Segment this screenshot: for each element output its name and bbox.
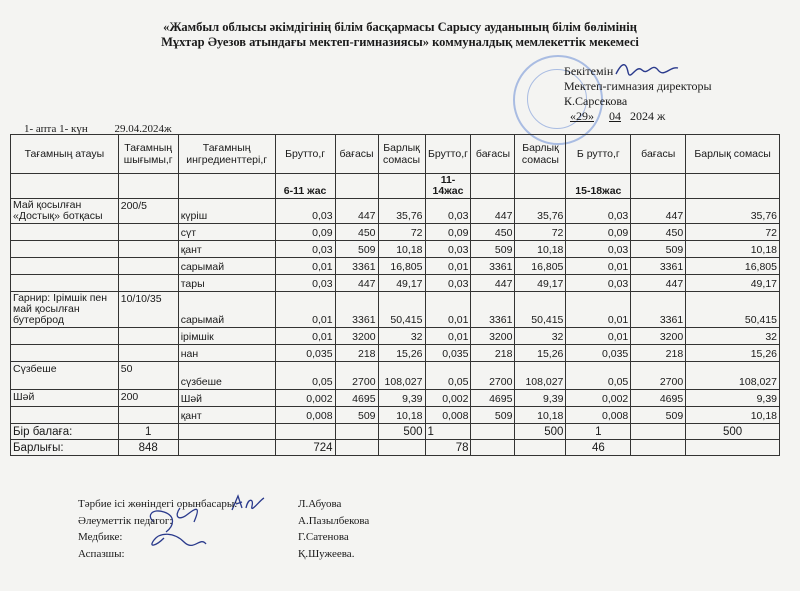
table-row — [11, 292, 780, 328]
table-row — [11, 199, 780, 224]
signature-row — [78, 546, 369, 563]
table-cell: күріш — [178, 199, 275, 224]
table-cell: 10,18 — [515, 407, 566, 424]
per-child-sum-1: 500 — [378, 424, 425, 440]
table-cell — [118, 241, 178, 258]
total-row — [11, 440, 780, 456]
table-cell: сүзбеше — [178, 362, 275, 390]
table-cell — [11, 345, 119, 362]
table-cell: 0,03 — [275, 241, 335, 258]
table-cell: 49,17 — [515, 275, 566, 292]
table-cell: 0,03 — [566, 199, 631, 224]
table-cell: 509 — [631, 241, 686, 258]
signature-role: Әлеуметтік педагог: — [78, 514, 173, 527]
signature-name: Г.Сатенова — [298, 531, 349, 543]
table-cell: сарымай — [178, 258, 275, 275]
total-label: Барлығы: — [11, 440, 119, 456]
table-cell: 15,26 — [686, 345, 780, 362]
table-cell: 16,805 — [378, 258, 425, 275]
table-cell: 9,39 — [515, 390, 566, 407]
table-cell — [118, 407, 178, 424]
menu-rows — [11, 199, 780, 424]
table-cell: 447 — [471, 199, 515, 224]
total-value-3: 78 — [425, 440, 471, 456]
table-cell: 0,01 — [425, 292, 471, 328]
table-cell: 15,26 — [378, 345, 425, 362]
table-cell: 50,415 — [686, 292, 780, 328]
table-cell: сарымай — [178, 292, 275, 328]
table-row — [11, 407, 780, 424]
signature-row — [78, 529, 369, 546]
table-cell: 447 — [631, 199, 686, 224]
table-cell: 450 — [335, 224, 378, 241]
table-cell: 32 — [515, 328, 566, 345]
table-cell: 218 — [335, 345, 378, 362]
table-cell: 509 — [631, 407, 686, 424]
table-cell: 49,17 — [378, 275, 425, 292]
table-cell: 4695 — [335, 390, 378, 407]
table-cell: 450 — [471, 224, 515, 241]
signature-role: Тәрбие ісі жөніндегі орынбасары: — [78, 498, 238, 510]
header-line-1: «Жамбыл облысы әкімдігінің білім басқармасы Сарысу ауданының білім бөлімінің — [163, 20, 637, 34]
table-cell — [118, 258, 178, 275]
table-cell: 0,05 — [566, 362, 631, 390]
approve-year: 2024 ж — [630, 109, 666, 123]
table-cell: 10,18 — [515, 241, 566, 258]
table-cell: 0,09 — [275, 224, 335, 241]
table-cell: 10,18 — [686, 241, 780, 258]
approve-day: «29» — [570, 109, 594, 123]
table-row — [11, 390, 780, 407]
table-row — [11, 241, 780, 258]
table-cell — [11, 275, 119, 292]
table-cell: 0,01 — [425, 258, 471, 275]
table-cell: 50,415 — [515, 292, 566, 328]
table-cell: 0,09 — [425, 224, 471, 241]
signature-name: А.Пазылбекова — [298, 514, 370, 527]
table-cell: 0,002 — [275, 390, 335, 407]
approval-block — [564, 64, 712, 124]
signature-name: Л.Абуова — [298, 498, 342, 510]
col-header: Тағамның ингредиенттері,г — [178, 135, 275, 174]
signature-role: Аспазшы: — [78, 547, 125, 560]
col-header: Б рутто,г — [566, 135, 631, 174]
table-cell: 0,035 — [275, 345, 335, 362]
table-cell: 3361 — [471, 258, 515, 275]
header — [0, 20, 800, 50]
table-cell: 0,03 — [425, 241, 471, 258]
table-cell: 10,18 — [378, 407, 425, 424]
signature-name: Қ.Шужеева. — [298, 547, 355, 560]
total-value-1: 848 — [118, 440, 178, 456]
per-child-count-3: 1 — [566, 424, 631, 440]
table-cell — [11, 407, 119, 424]
table-cell: қант — [178, 407, 275, 424]
table-cell: тары — [178, 275, 275, 292]
table-cell: 0,01 — [275, 292, 335, 328]
table-row — [11, 275, 780, 292]
table-cell: сүт — [178, 224, 275, 241]
table-cell: 3361 — [471, 292, 515, 328]
table-cell: 0,03 — [425, 199, 471, 224]
col-header: Тағамның шығымы,г — [118, 135, 178, 174]
table-cell: 2700 — [471, 362, 515, 390]
table-cell: 10,18 — [686, 407, 780, 424]
table-cell: 0,01 — [425, 328, 471, 345]
col-header: Барлық сомасы — [378, 135, 425, 174]
table-row — [11, 345, 780, 362]
table-cell: 15,26 — [515, 345, 566, 362]
signatures — [78, 496, 369, 562]
table-cell: қант — [178, 241, 275, 258]
per-child-row — [11, 424, 780, 440]
table-cell: 509 — [471, 241, 515, 258]
table-cell: 35,76 — [515, 199, 566, 224]
col-header: Барлық сомасы — [686, 135, 780, 174]
age-group-row — [11, 174, 780, 199]
table-cell: 2700 — [631, 362, 686, 390]
table-cell: 3200 — [471, 328, 515, 345]
per-child-sum-2: 500 — [515, 424, 566, 440]
col-header: Брутто,г — [425, 135, 471, 174]
age-group-1: 6-11 жас — [275, 174, 335, 199]
header-line-2: Мұхтар Әуезов атындағы мектеп-гимназиясы» коммуналдық мемлекеттік мекемесі — [161, 35, 639, 49]
table-cell — [11, 241, 119, 258]
age-group-3: 15-18жас — [566, 174, 631, 199]
table-cell: 200/5 — [118, 199, 178, 224]
table-cell: 9,39 — [378, 390, 425, 407]
table-cell: 49,17 — [686, 275, 780, 292]
table-cell — [118, 345, 178, 362]
table-cell: 0,01 — [566, 258, 631, 275]
table-row — [11, 258, 780, 275]
per-child-label: Бір балаға: — [11, 424, 119, 440]
table-cell: 0,008 — [566, 407, 631, 424]
per-child-sum-3: 500 — [686, 424, 780, 440]
table-cell: 0,01 — [566, 328, 631, 345]
approve-date — [564, 109, 712, 124]
table-row — [11, 328, 780, 345]
table-cell: 0,01 — [566, 292, 631, 328]
table-cell: 509 — [335, 241, 378, 258]
table-cell: 3200 — [335, 328, 378, 345]
table-cell: Шәй — [11, 390, 119, 407]
table-cell — [11, 224, 119, 241]
table-cell: 218 — [471, 345, 515, 362]
table-cell: 509 — [335, 407, 378, 424]
table-cell: 16,805 — [515, 258, 566, 275]
table-cell: 447 — [471, 275, 515, 292]
age-group-2: 11-14жас — [425, 174, 471, 199]
table-cell: 3200 — [631, 328, 686, 345]
table-cell: Гарнир: Ірімшік пен май қосылған бутерброд — [11, 292, 119, 328]
per-child-count-2: 1 — [425, 424, 471, 440]
table-cell: 32 — [378, 328, 425, 345]
table-cell: 72 — [378, 224, 425, 241]
table-cell: 9,39 — [686, 390, 780, 407]
week-day: 1- апта 1- күн — [24, 123, 88, 135]
approve-month: 04 — [609, 109, 621, 123]
table-cell: Май қосылған «Достық» ботқасы — [11, 199, 119, 224]
menu-date: 29.04.2024ж — [114, 123, 172, 135]
table-cell: 4695 — [631, 390, 686, 407]
signature-row — [78, 513, 369, 530]
signature-role: Медбике: — [78, 531, 123, 543]
table-cell: 0,03 — [425, 275, 471, 292]
table-cell: 447 — [335, 199, 378, 224]
col-header: бағасы — [631, 135, 686, 174]
table-cell: 0,01 — [275, 328, 335, 345]
total-value-2: 724 — [275, 440, 335, 456]
table-cell: 0,035 — [566, 345, 631, 362]
table-cell: 0,01 — [275, 258, 335, 275]
table-cell: 218 — [631, 345, 686, 362]
table-cell: 450 — [631, 224, 686, 241]
table-cell — [11, 328, 119, 345]
col-header: Тағамның атауы — [11, 135, 119, 174]
table-cell: 0,008 — [425, 407, 471, 424]
table-cell: 0,03 — [275, 199, 335, 224]
table-cell: 3361 — [335, 292, 378, 328]
per-child-count-1: 1 — [118, 424, 178, 440]
table-cell: 0,03 — [566, 275, 631, 292]
menu-table — [10, 134, 780, 456]
table-cell: 72 — [515, 224, 566, 241]
table-cell: 0,002 — [566, 390, 631, 407]
table-cell: 32 — [686, 328, 780, 345]
table-cell: 0,002 — [425, 390, 471, 407]
table-cell: 200 — [118, 390, 178, 407]
table-cell: 10,18 — [378, 241, 425, 258]
table-cell: Шәй — [178, 390, 275, 407]
table-cell — [118, 224, 178, 241]
col-header: Барлық сомасы — [515, 135, 566, 174]
table-cell: 108,027 — [686, 362, 780, 390]
table-cell: 447 — [335, 275, 378, 292]
approve-line-1: Бекітемін — [564, 64, 614, 78]
col-header: Брутто,г — [275, 135, 335, 174]
table-cell: Сүзбеше — [11, 362, 119, 390]
table-cell — [118, 328, 178, 345]
table-cell: нан — [178, 345, 275, 362]
table-cell: 3361 — [631, 258, 686, 275]
table-cell: 50 — [118, 362, 178, 390]
table-cell: 0,035 — [425, 345, 471, 362]
approve-line-3: К.Сарсекова — [564, 94, 628, 108]
table-cell: 108,027 — [515, 362, 566, 390]
total-value-4: 46 — [566, 440, 631, 456]
table-cell: 0,03 — [275, 275, 335, 292]
table-cell: 16,805 — [686, 258, 780, 275]
table-cell: 2700 — [335, 362, 378, 390]
table-cell: ірімшік — [178, 328, 275, 345]
table-cell: 4695 — [471, 390, 515, 407]
signature-row — [78, 496, 369, 513]
approve-line-2: Мектеп-гимназия директоры — [564, 79, 712, 93]
table-cell: 50,415 — [378, 292, 425, 328]
table-cell: 0,05 — [275, 362, 335, 390]
table-cell: 509 — [471, 407, 515, 424]
header-row — [11, 135, 780, 174]
table-cell: 35,76 — [378, 199, 425, 224]
col-header: бағасы — [471, 135, 515, 174]
table-cell: 447 — [631, 275, 686, 292]
table-cell: 0,09 — [566, 224, 631, 241]
table-cell: 10/10/35 — [118, 292, 178, 328]
table-row — [11, 362, 780, 390]
table-cell: 72 — [686, 224, 780, 241]
table-cell: 3361 — [335, 258, 378, 275]
table-row — [11, 224, 780, 241]
table-cell: 35,76 — [686, 199, 780, 224]
table-cell — [11, 258, 119, 275]
table-cell: 0,03 — [566, 241, 631, 258]
table-cell: 3361 — [631, 292, 686, 328]
table-cell: 0,05 — [425, 362, 471, 390]
table-cell: 0,008 — [275, 407, 335, 424]
table-cell — [118, 275, 178, 292]
col-header: бағасы — [335, 135, 378, 174]
table-cell: 108,027 — [378, 362, 425, 390]
